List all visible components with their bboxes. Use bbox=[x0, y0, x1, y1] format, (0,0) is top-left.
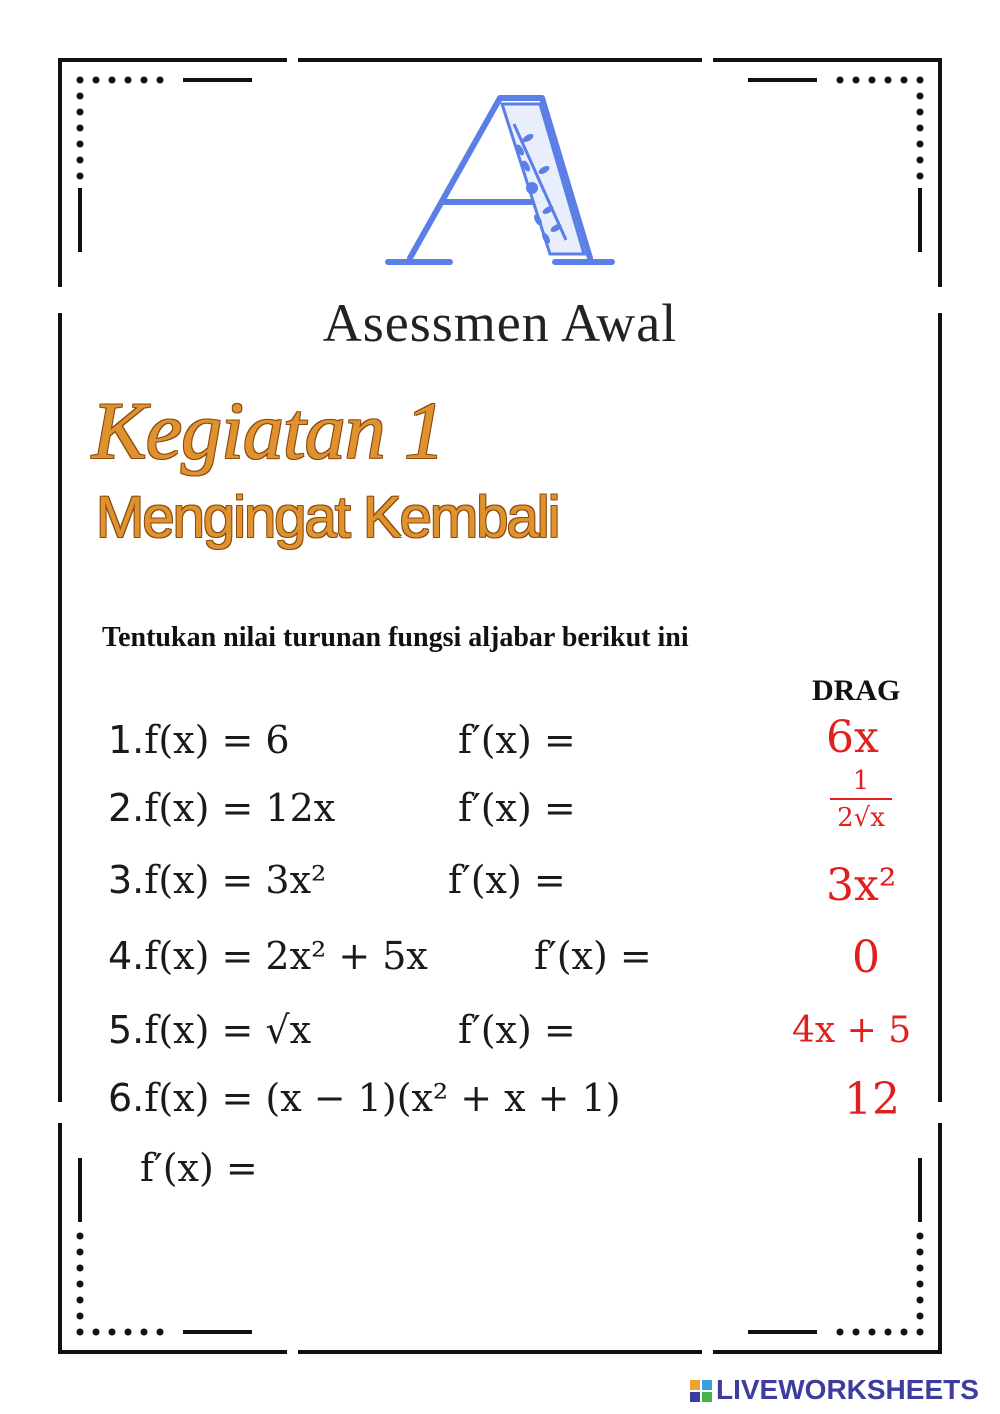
question-number: 6. bbox=[108, 1076, 145, 1120]
question-function: f(x) = 2x² + 5x bbox=[144, 934, 428, 978]
activity-subheading: Mengingat Kembali bbox=[96, 485, 559, 550]
question-number: 5. bbox=[108, 1008, 145, 1052]
question-number: 1. bbox=[108, 718, 145, 762]
derivative-prompt-1: f′(x) = bbox=[458, 718, 576, 762]
instruction-text: Tentukan nilai turunan fungsi aljabar berikut ini bbox=[102, 622, 689, 653]
question-4 bbox=[108, 934, 428, 978]
derivative-prompt-4: f′(x) = bbox=[534, 934, 652, 978]
letter-a-logo bbox=[380, 90, 620, 270]
drag-label: DRAG bbox=[812, 674, 901, 707]
drag-option-6x[interactable]: 6x bbox=[826, 712, 879, 763]
question-5 bbox=[108, 1008, 311, 1052]
drag-option-12[interactable]: 12 bbox=[844, 1074, 900, 1125]
question-function: f(x) = (x − 1)(x² + x + 1) bbox=[144, 1076, 621, 1120]
page-title: Asessmen Awal bbox=[322, 293, 678, 353]
question-number: 3. bbox=[108, 858, 145, 902]
drag-option-3x2[interactable]: 3x² bbox=[826, 860, 897, 911]
question-number: 4. bbox=[108, 934, 145, 978]
derivative-prompt-5: f′(x) = bbox=[458, 1008, 576, 1052]
fraction-denominator: 2√x bbox=[837, 803, 885, 833]
liveworksheets-brand bbox=[690, 1374, 979, 1406]
derivative-prompt-6: f′(x) = bbox=[140, 1146, 258, 1190]
question-3 bbox=[108, 858, 326, 902]
question-2 bbox=[108, 786, 335, 830]
question-1 bbox=[108, 718, 290, 762]
drag-option-fraction[interactable] bbox=[826, 766, 896, 832]
activity-heading: Kegiatan 1 bbox=[92, 385, 445, 476]
derivative-prompt-3: f′(x) = bbox=[448, 858, 566, 902]
question-number: 2. bbox=[108, 786, 145, 830]
brand-name: LIVEWORKSHEETS bbox=[716, 1374, 979, 1405]
drag-option-4x-plus-5[interactable]: 4x + 5 bbox=[792, 1010, 912, 1051]
fraction-bar bbox=[830, 798, 892, 800]
question-6 bbox=[108, 1076, 621, 1120]
fraction-numerator: 1 bbox=[852, 766, 870, 796]
question-function: f(x) = 12x bbox=[144, 786, 336, 830]
derivative-prompt-2: f′(x) = bbox=[458, 786, 576, 830]
liveworksheets-logo-icon bbox=[690, 1380, 712, 1402]
question-function: f(x) = √x bbox=[144, 1008, 312, 1052]
drag-option-0[interactable]: 0 bbox=[852, 932, 880, 983]
question-function: f(x) = 3x² bbox=[144, 858, 327, 902]
question-function: f(x) = 6 bbox=[144, 718, 290, 762]
